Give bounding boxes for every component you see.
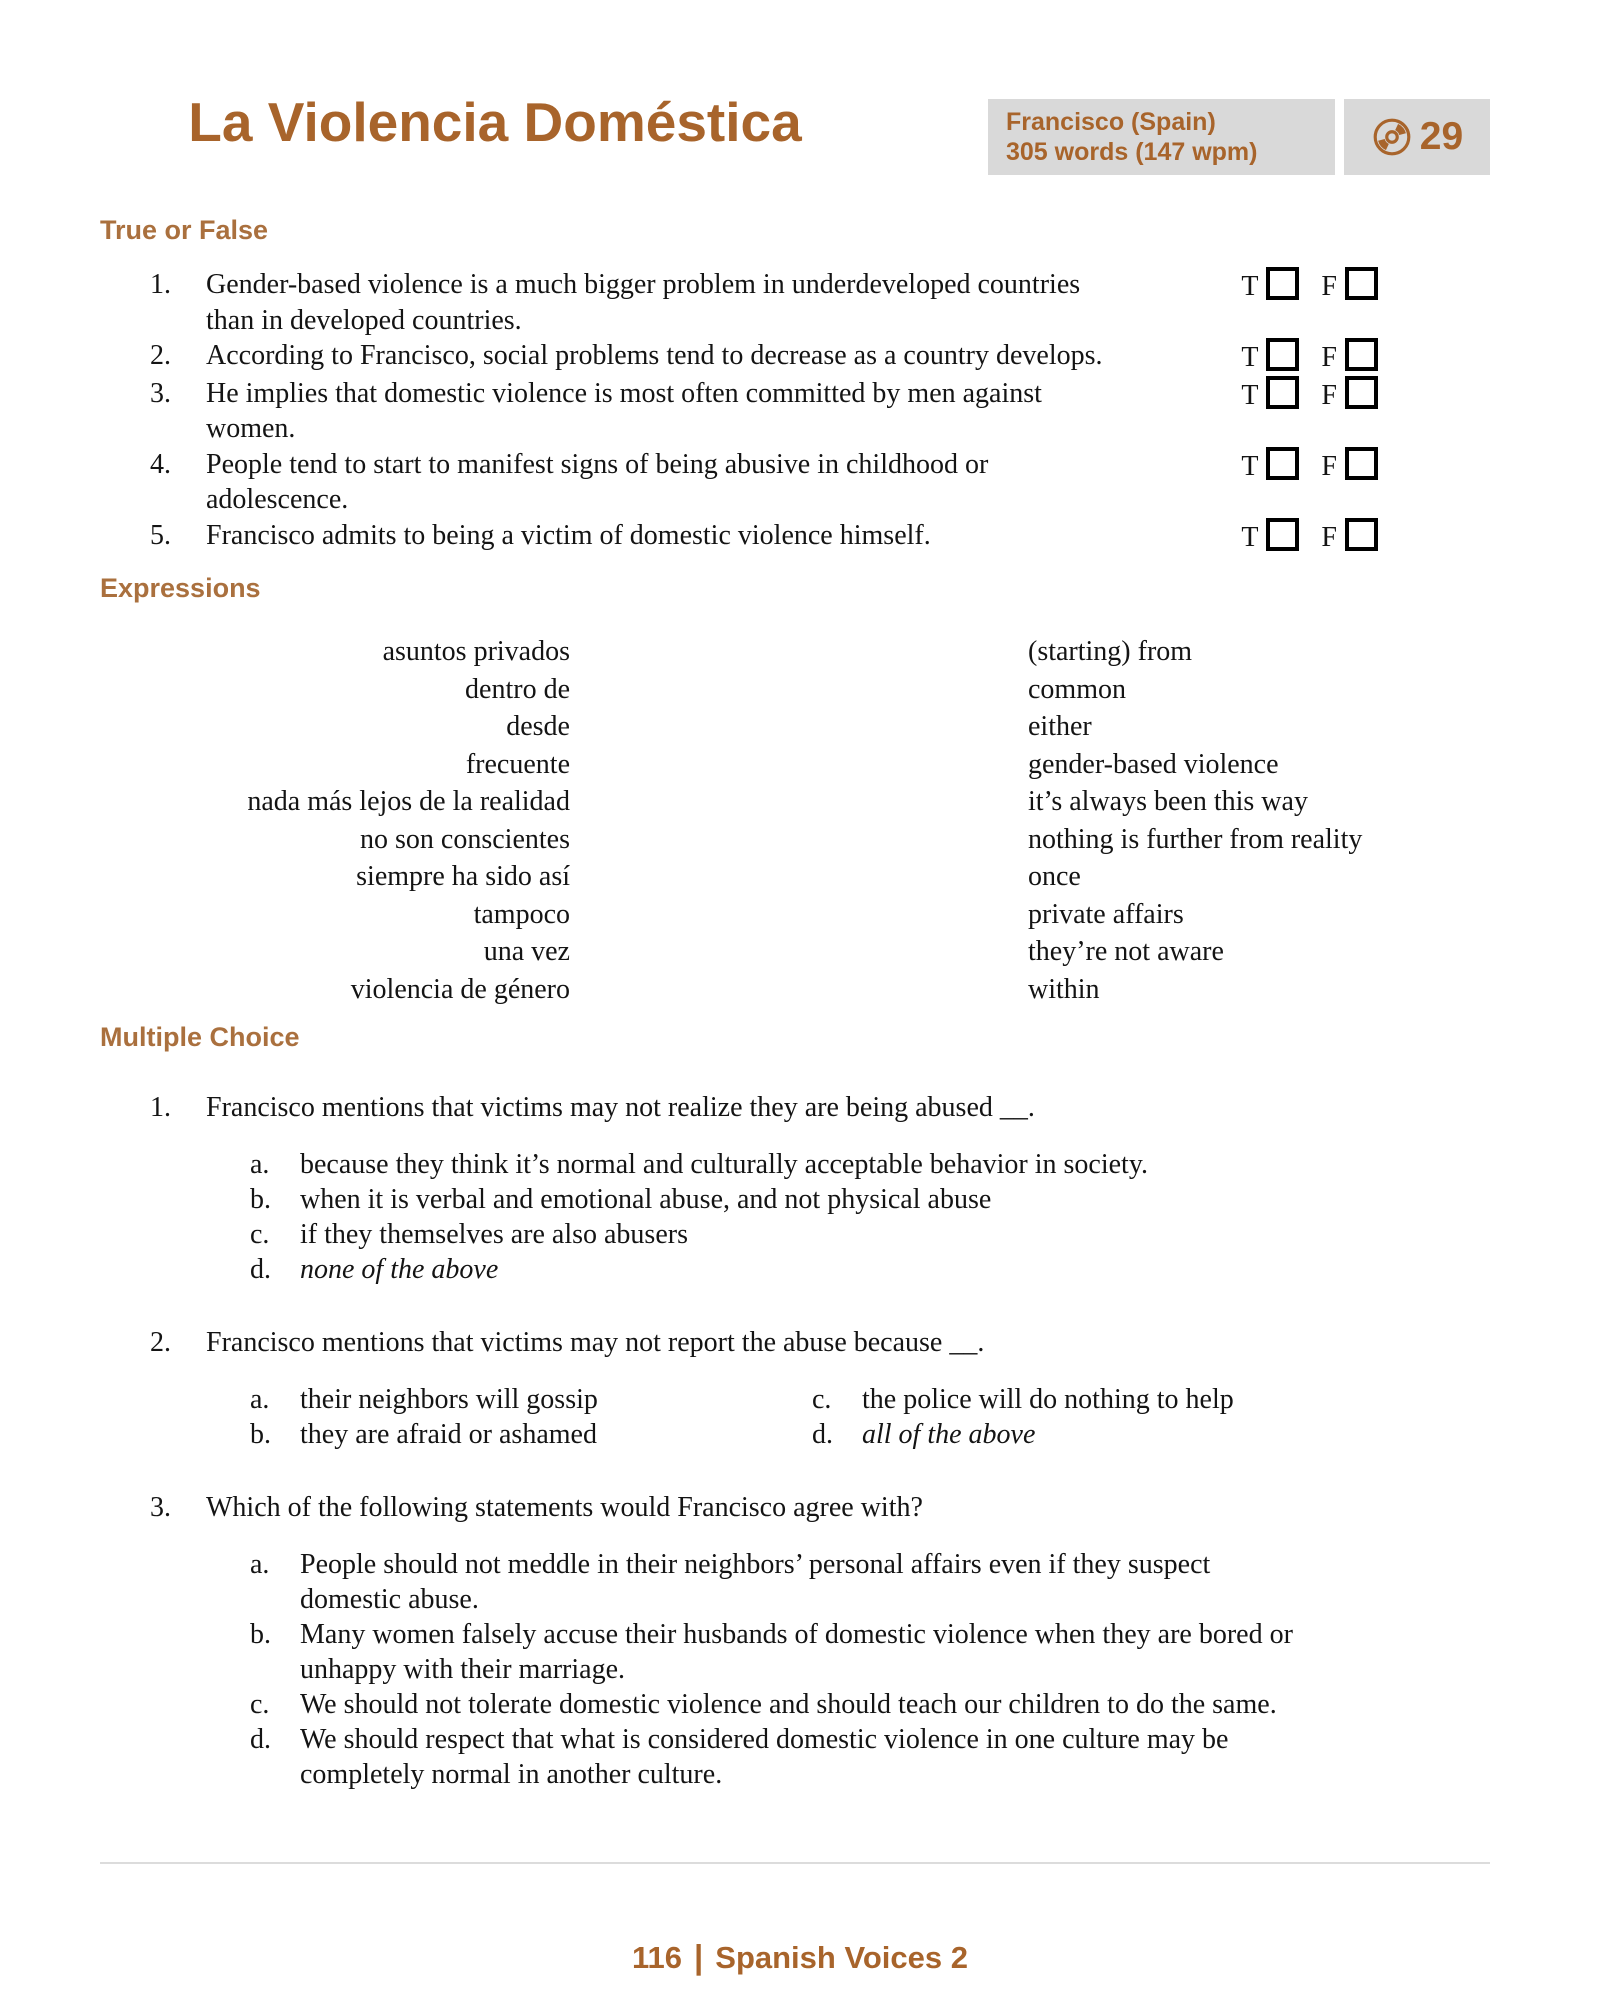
expression-spanish: nada más lejos de la realidad — [247, 786, 570, 817]
option-letter: c. — [250, 1219, 270, 1250]
audio-info-box — [988, 99, 1490, 175]
option-text: when it is verbal and emotional abuse, and not physical abuse — [300, 1184, 992, 1215]
mc-option-b[interactable] — [250, 1617, 1490, 1687]
tf-question — [100, 518, 1490, 556]
track-cell — [1344, 99, 1490, 175]
mc-option-d[interactable] — [250, 1252, 1490, 1287]
option-text: People should not meddle in their neighbors’ personal affairs even if they suspect domestic abuse. — [300, 1549, 1211, 1615]
tf-question — [100, 338, 1490, 376]
mc-option-d[interactable] — [250, 1722, 1490, 1792]
header — [100, 40, 1490, 175]
expression-english: nothing is further from reality — [1028, 823, 1363, 855]
expression-english: either — [1028, 711, 1092, 742]
true-checkbox[interactable] — [1266, 338, 1299, 371]
expression-spanish: una vez — [483, 936, 570, 967]
question-number: 3. — [150, 1492, 171, 1523]
audio-info-text — [988, 99, 1335, 175]
tf-answer-group — [1241, 447, 1378, 485]
expression-english: once — [1028, 861, 1081, 892]
option-letter: a. — [250, 1149, 270, 1180]
expression-english: it’s always been this way — [1028, 786, 1308, 817]
tf-answer-group — [1241, 338, 1378, 376]
mc-option-c[interactable] — [250, 1217, 1490, 1252]
tf-answer-group — [1241, 267, 1378, 305]
option-text: if they themselves are also abusers — [300, 1219, 688, 1250]
false-checkbox[interactable] — [1345, 518, 1378, 551]
option-letter: b. — [250, 1419, 271, 1450]
mc-option-a[interactable] — [250, 1147, 1490, 1182]
false-label: F — [1321, 342, 1337, 373]
false-checkbox[interactable] — [1345, 267, 1378, 300]
section-heading-true-false: True or False — [100, 215, 269, 245]
false-checkbox[interactable] — [1345, 376, 1378, 409]
question-text: He implies that domestic violence is most often committed by men against women. — [206, 377, 1042, 444]
option-text: they are afraid or ashamed — [300, 1419, 597, 1450]
option-text: We should respect that what is considered domestic violence in one culture may be completely normal in another culture. — [300, 1724, 1229, 1790]
option-letter: a. — [250, 1384, 270, 1415]
tf-answer-group — [1241, 376, 1378, 414]
question-text: Which of the following statements would Francisco agree with? — [206, 1492, 923, 1523]
mc-question — [100, 1090, 1490, 1287]
expression-english: within — [1028, 973, 1100, 1005]
question-number: 3. — [150, 377, 171, 409]
expressions-spanish-column — [100, 633, 570, 1008]
mc-question — [100, 1325, 1490, 1452]
word-count-label: 305 words (147 wpm) — [1006, 138, 1258, 166]
true-label: T — [1241, 450, 1259, 482]
option-text: none of the above — [300, 1254, 499, 1285]
footer-divider — [100, 1862, 1490, 1864]
expression-english: private affairs — [1028, 898, 1184, 930]
expression-english: gender-based violence — [1028, 748, 1279, 780]
option-letter: d. — [250, 1724, 271, 1755]
false-label: F — [1321, 379, 1337, 411]
expression-spanish: violencia de género — [350, 973, 570, 1005]
tf-question — [100, 267, 1490, 338]
expression-spanish: siempre ha sido así — [356, 861, 570, 892]
option-letter: d. — [250, 1254, 271, 1285]
multiple-choice-list — [100, 1090, 1490, 1792]
speaker-label: Francisco (Spain) — [1006, 108, 1216, 136]
cd-icon — [1371, 116, 1413, 158]
option-letter: b. — [250, 1184, 271, 1215]
mc-option-d[interactable] — [812, 1417, 1490, 1452]
true-label: T — [1241, 342, 1259, 373]
question-number: 1. — [150, 1092, 171, 1123]
mc-option-b[interactable] — [250, 1182, 1490, 1217]
section-heading-expressions: Expressions — [100, 573, 261, 603]
expression-english: common — [1028, 673, 1126, 705]
question-text: Francisco mentions that victims may not realize they are being abused __. — [206, 1092, 1035, 1123]
page-footer — [0, 1937, 1600, 1978]
option-letter: c. — [250, 1689, 270, 1720]
question-number: 1. — [150, 269, 171, 300]
option-text: Many women falsely accuse their husbands of domestic violence when they are bored or unhappy with their marriage. — [300, 1619, 1293, 1685]
mc-option-a[interactable] — [250, 1547, 1490, 1617]
expression-spanish: no son conscientes — [360, 823, 570, 855]
false-label: F — [1321, 450, 1337, 482]
mc-option-c[interactable] — [812, 1382, 1490, 1417]
tf-question — [100, 376, 1490, 447]
mc-option-a[interactable] — [250, 1382, 812, 1417]
true-checkbox[interactable] — [1266, 376, 1299, 409]
footer-book-title: Spanish Voices 2 — [715, 1940, 968, 1975]
expression-spanish: frecuente — [465, 748, 570, 780]
expression-spanish: desde — [506, 711, 570, 742]
false-checkbox[interactable] — [1345, 447, 1378, 480]
footer-separator: | — [694, 1938, 704, 1975]
question-text: Gender-based violence is a much bigger problem in underdeveloped countries than in developed countries. — [206, 269, 1081, 336]
mc-question — [100, 1490, 1490, 1792]
question-number: 4. — [150, 448, 171, 480]
true-label: T — [1241, 271, 1259, 302]
expression-english: they’re not aware — [1028, 936, 1224, 967]
true-false-list — [100, 267, 1490, 555]
footer-page-number: 116 — [632, 1940, 683, 1975]
true-checkbox[interactable] — [1266, 267, 1299, 300]
question-text: Francisco admits to being a victim of domestic violence himself. — [206, 519, 931, 551]
option-text: because they think it’s normal and culturally acceptable behavior in society. — [300, 1149, 1148, 1180]
expression-spanish: asuntos privados — [382, 636, 570, 667]
true-checkbox[interactable] — [1266, 447, 1299, 480]
mc-options — [100, 1547, 1490, 1792]
false-label: F — [1321, 521, 1337, 553]
expressions-english-column — [1028, 633, 1362, 1008]
option-letter: a. — [250, 1549, 270, 1580]
mc-options — [100, 1147, 1490, 1287]
mc-option-b[interactable] — [250, 1417, 812, 1452]
true-label: T — [1241, 379, 1259, 411]
question-text: According to Francisco, social problems tend to decrease as a country develops. — [206, 340, 1103, 371]
question-number: 2. — [150, 1327, 171, 1358]
false-label: F — [1321, 271, 1337, 302]
question-text: Francisco mentions that victims may not report the abuse because __. — [206, 1327, 985, 1358]
track-number: 29 — [1419, 115, 1464, 158]
option-letter: c. — [812, 1384, 832, 1415]
question-number: 2. — [150, 340, 171, 371]
expression-spanish: tampoco — [473, 898, 570, 930]
expression-spanish: dentro de — [465, 673, 570, 705]
section-heading-multiple-choice: Multiple Choice — [100, 1022, 300, 1052]
page-title: La Violencia Doméstica — [188, 91, 802, 153]
mc-options — [100, 1382, 1490, 1452]
option-text: all of the above — [862, 1419, 1036, 1450]
tf-answer-group — [1241, 518, 1378, 556]
question-text: People tend to start to manifest signs of being abusive in childhood or adolescence. — [206, 448, 989, 515]
option-letter: b. — [250, 1619, 271, 1650]
option-text: We should not tolerate domestic violence and should teach our children to do the same. — [300, 1689, 1277, 1720]
question-number: 5. — [150, 519, 171, 551]
true-checkbox[interactable] — [1266, 518, 1299, 551]
option-letter: d. — [812, 1419, 833, 1450]
false-checkbox[interactable] — [1345, 338, 1378, 371]
true-label: T — [1241, 521, 1259, 553]
option-text: the police will do nothing to help — [862, 1384, 1234, 1415]
tf-question — [100, 447, 1490, 518]
expression-english: (starting) from — [1028, 636, 1193, 667]
option-text: their neighbors will gossip — [300, 1384, 598, 1415]
expressions-matching — [100, 633, 1490, 1008]
mc-option-c[interactable] — [250, 1687, 1490, 1722]
